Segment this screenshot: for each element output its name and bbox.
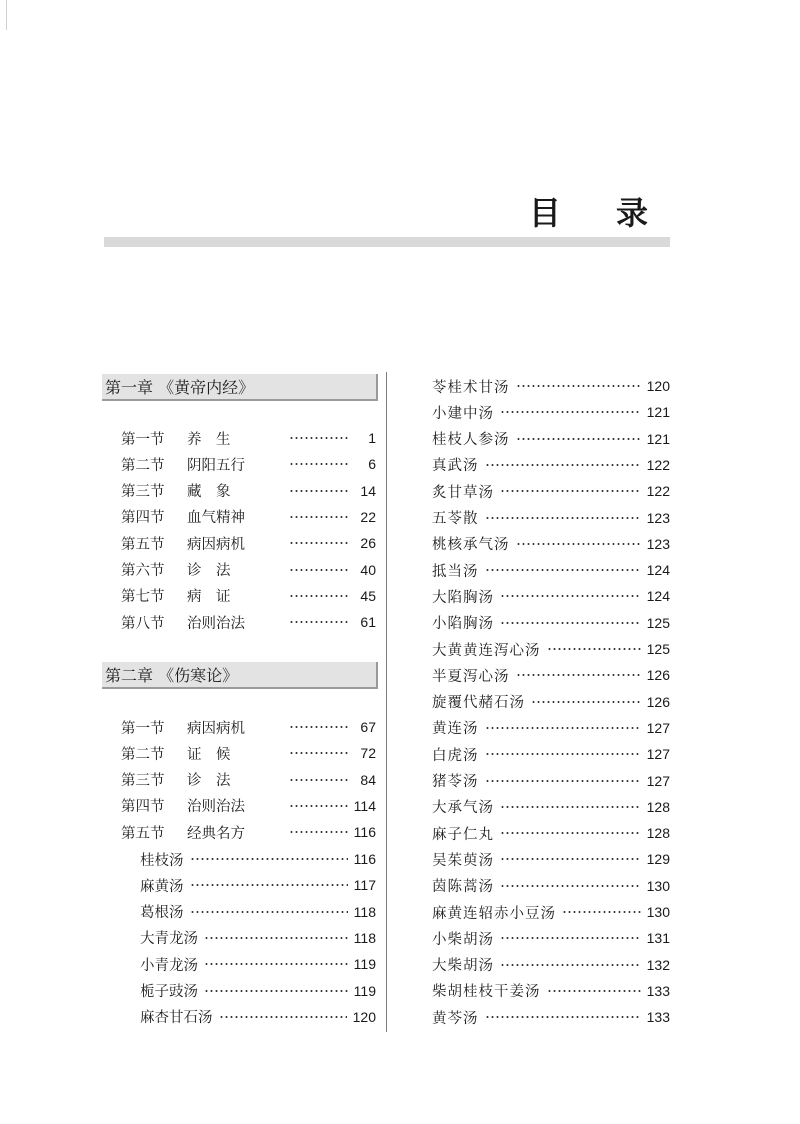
- toc-entry[interactable]: [432, 480, 670, 502]
- section-number: 第一节: [121, 720, 165, 737]
- dot-leader: [190, 858, 348, 860]
- page-number: 122: [646, 456, 670, 473]
- section-title: 诊 法: [187, 773, 231, 790]
- page-number: 133: [646, 982, 670, 999]
- page-number: 126: [646, 667, 670, 684]
- section-title: 病 证: [187, 589, 231, 606]
- toc-entry[interactable]: [432, 691, 670, 713]
- toc-entry-label: [121, 533, 283, 554]
- toc-entry[interactable]: [432, 954, 670, 976]
- dot-leader: [289, 752, 348, 754]
- chapter-2-heading[interactable]: 第二章 《伤寒论》: [102, 662, 378, 689]
- dot-leader: [531, 701, 641, 703]
- dot-leader: [289, 490, 348, 492]
- page-number: 72: [360, 745, 376, 762]
- section-number: 第六节: [121, 563, 165, 579]
- toc-entry-label: 桂枝人参汤: [432, 432, 510, 449]
- toc-entry[interactable]: [121, 480, 376, 502]
- dot-leader: [562, 911, 641, 913]
- page-number: 121: [646, 430, 670, 447]
- toc-entry[interactable]: [432, 638, 670, 660]
- toc-entry-label: [121, 717, 283, 738]
- page-number: 122: [646, 483, 670, 500]
- toc-entry-label: 葛根汤: [140, 905, 184, 922]
- page-number: 125: [646, 641, 670, 657]
- page-number: 127: [646, 772, 670, 789]
- page-number: 130: [646, 877, 670, 894]
- toc-entry-label: 炙甘草汤: [432, 484, 494, 501]
- section-title: 养 生: [187, 431, 231, 448]
- page-number: 67: [360, 719, 376, 735]
- toc-entry-label: 小陷胸汤: [432, 616, 494, 633]
- toc-entry[interactable]: [432, 375, 670, 397]
- dot-leader: [219, 1016, 347, 1018]
- toc-entry-label: [121, 480, 283, 501]
- toc-entry[interactable]: [432, 875, 670, 897]
- toc-entry-label: 半夏泻心汤: [432, 668, 510, 685]
- page-number: 126: [646, 693, 670, 710]
- toc-entry[interactable]: [121, 427, 376, 449]
- dot-leader: [485, 464, 641, 466]
- dot-leader: [485, 569, 641, 571]
- toc-entry[interactable]: [432, 901, 670, 923]
- chapter-1-heading[interactable]: 第一章 《黄帝内经》: [102, 374, 378, 401]
- toc-entry[interactable]: [121, 795, 376, 817]
- dot-leader: [204, 937, 348, 939]
- dot-leader: [289, 621, 348, 623]
- dot-leader: [516, 674, 641, 676]
- toc-entry-label: [121, 559, 283, 580]
- toc-entry[interactable]: [140, 901, 376, 923]
- toc-entry[interactable]: [432, 454, 670, 476]
- page-number: 26: [360, 535, 376, 552]
- toc-entry[interactable]: [140, 848, 376, 870]
- section-number: 第七节: [121, 589, 165, 606]
- toc-entry[interactable]: [432, 980, 670, 1002]
- toc-entry[interactable]: [432, 1006, 670, 1028]
- page-number: 120: [352, 1008, 376, 1025]
- dot-leader: [204, 963, 348, 965]
- toc-entry-label: [121, 769, 283, 790]
- page-number: 45: [360, 587, 376, 604]
- toc-entry-label: 柴胡桂枝干姜汤: [432, 984, 541, 1001]
- toc-entry[interactable]: [432, 743, 670, 765]
- toc-entry[interactable]: [432, 664, 670, 686]
- toc-entry-label: 小建中汤: [432, 405, 494, 422]
- page-number: 117: [353, 877, 376, 894]
- toc-entry[interactable]: [432, 848, 670, 870]
- toc-entry[interactable]: [121, 769, 376, 791]
- dot-leader: [485, 780, 641, 782]
- page-number: 129: [646, 851, 670, 868]
- page-number: 130: [646, 904, 670, 920]
- toc-entry-label: [121, 454, 283, 475]
- toc-entry-label: [121, 506, 283, 527]
- toc-entry[interactable]: [432, 717, 670, 739]
- toc-entry[interactable]: [140, 927, 376, 949]
- toc-entry-label: 麻黄连轺赤小豆汤: [432, 905, 556, 922]
- page-number: 116: [353, 824, 376, 841]
- toc-entry[interactable]: [121, 585, 376, 607]
- section-title: 藏 象: [187, 484, 231, 501]
- section-number: 第一节: [121, 431, 165, 448]
- page-number: 40: [360, 561, 376, 578]
- section-title: 治则治法: [187, 799, 245, 816]
- toc-entry-label: 黄连汤: [432, 721, 479, 738]
- dot-leader: [516, 543, 641, 545]
- title-underline-bar: [104, 237, 670, 247]
- dot-leader: [190, 884, 348, 886]
- toc-entry-label: [121, 585, 283, 606]
- toc-entry-label: [121, 612, 283, 633]
- section-number: 第二节: [121, 746, 165, 763]
- dot-leader: [516, 438, 641, 440]
- dot-leader: [289, 437, 348, 439]
- section-title: 病因病机: [187, 720, 245, 737]
- page-number: 121: [646, 404, 670, 421]
- toc-entry[interactable]: [140, 953, 376, 975]
- page-title: 目 录: [528, 194, 670, 232]
- toc-entry[interactable]: [432, 585, 670, 607]
- dot-leader: [547, 990, 641, 992]
- section-number: 第三节: [121, 484, 165, 501]
- toc-entry[interactable]: [432, 507, 670, 529]
- dot-leader: [289, 463, 348, 465]
- toc-entry-label: 黄芩汤: [432, 1010, 479, 1027]
- toc-entry-label: 麻黄汤: [140, 878, 184, 895]
- dot-leader: [500, 964, 641, 966]
- toc-entry[interactable]: [432, 533, 670, 555]
- toc-entry-label: 旋覆代赭石汤: [432, 695, 525, 712]
- toc-entry-label: 小柴胡汤: [432, 931, 494, 948]
- column-divider: [386, 372, 387, 1032]
- toc-entry-label: 五苓散: [432, 511, 479, 527]
- toc-entry[interactable]: [432, 612, 670, 634]
- page-number: 120: [646, 378, 670, 394]
- dot-leader: [485, 753, 641, 755]
- dot-leader: [289, 595, 348, 597]
- page-number: 118: [353, 903, 376, 920]
- page-number: 118: [353, 929, 376, 946]
- dot-leader: [547, 648, 641, 650]
- toc-entry-label: 苓桂术甘汤: [432, 379, 510, 396]
- dot-leader: [500, 832, 641, 834]
- section-number: 第四节: [121, 510, 165, 527]
- page-number: 84: [360, 771, 376, 788]
- page-number: 128: [646, 798, 670, 815]
- toc-entry[interactable]: [140, 980, 376, 1002]
- toc-entry-label: 真武汤: [432, 458, 479, 475]
- toc-entry-label: 吴茱萸汤: [432, 852, 494, 869]
- toc-entry-label: 茵陈蒿汤: [432, 879, 494, 896]
- section-title: 证 候: [187, 746, 231, 763]
- page-number: 1: [368, 430, 376, 446]
- dot-leader: [289, 779, 348, 781]
- page-number: 14: [360, 482, 376, 499]
- dot-leader: [500, 595, 641, 597]
- toc-entry-label: 麻杏甘石汤: [140, 1010, 213, 1027]
- toc-entry-label: [121, 428, 283, 449]
- section-title: 治则治法: [187, 615, 245, 632]
- section-title: 经典名方: [187, 825, 245, 842]
- dot-leader: [485, 727, 641, 729]
- dot-leader: [289, 569, 348, 571]
- toc-entry[interactable]: [140, 874, 376, 896]
- dot-leader: [500, 622, 641, 624]
- section-title: 血气精神: [187, 510, 245, 527]
- toc-entry-label: 麻子仁丸: [432, 826, 494, 843]
- section-number: 第八节: [121, 615, 165, 632]
- toc-entry[interactable]: [432, 927, 670, 949]
- toc-entry[interactable]: [121, 506, 376, 528]
- toc-entry[interactable]: [432, 770, 670, 792]
- dot-leader: [500, 806, 641, 808]
- page-number: 124: [646, 562, 670, 579]
- dot-leader: [289, 831, 348, 833]
- page-number: 127: [646, 746, 670, 763]
- dot-leader: [500, 490, 641, 492]
- dot-leader: [485, 517, 641, 519]
- toc-entry-label: 栀子豉汤: [140, 984, 198, 1000]
- toc-entry[interactable]: [121, 453, 376, 475]
- toc-entry-label: 大黄黄连泻心汤: [432, 642, 541, 659]
- toc-entry-label: 大承气汤: [432, 800, 494, 817]
- page-number: 124: [646, 588, 670, 605]
- page-number: 6: [368, 456, 376, 473]
- dot-leader: [289, 726, 348, 728]
- toc-entry[interactable]: [121, 532, 376, 554]
- dot-leader: [500, 885, 641, 887]
- section-number: 第五节: [121, 825, 165, 842]
- toc-entry[interactable]: [140, 1006, 376, 1028]
- toc-entry[interactable]: [121, 611, 376, 633]
- section-title: 诊 法: [187, 563, 231, 579]
- page-number: 116: [353, 851, 376, 867]
- page-number: 123: [646, 535, 670, 552]
- dot-leader: [500, 937, 641, 939]
- dot-leader: [190, 911, 348, 913]
- toc-entry-label: 大柴胡汤: [432, 958, 494, 975]
- dot-leader: [289, 542, 348, 544]
- section-title: 阴阳五行: [187, 457, 245, 474]
- section-number: 第三节: [121, 773, 165, 790]
- toc-entry-label: 猪苓汤: [432, 774, 479, 790]
- page-number: 61: [360, 614, 376, 631]
- page-number: 128: [646, 825, 670, 842]
- section-number: 第二节: [121, 457, 165, 474]
- toc-entry-label: 桂枝汤: [140, 852, 184, 869]
- dot-leader: [516, 385, 641, 387]
- toc-entry-label: 大陷胸汤: [432, 589, 494, 606]
- toc-entry[interactable]: [432, 428, 670, 450]
- toc-entry-label: [121, 795, 283, 816]
- page-number: 131: [646, 930, 670, 947]
- page-number: 114: [353, 797, 376, 814]
- page-number: 119: [353, 956, 376, 973]
- toc-entry[interactable]: [121, 742, 376, 764]
- dot-leader: [289, 805, 348, 807]
- section-number: 第五节: [121, 536, 165, 553]
- toc-entry-label: 桃核承气汤: [432, 537, 510, 554]
- page-edge-line: [6, 0, 7, 30]
- dot-leader: [289, 516, 348, 518]
- page-number: 123: [646, 509, 670, 526]
- toc-entry[interactable]: [432, 822, 670, 844]
- dot-leader: [485, 1016, 641, 1018]
- toc-entry-label: 小青龙汤: [140, 957, 198, 974]
- dot-leader: [204, 990, 348, 992]
- toc-entry-label: 抵当汤: [432, 563, 479, 580]
- toc-entry[interactable]: [432, 559, 670, 581]
- dot-leader: [500, 858, 641, 860]
- section-number: 第四节: [121, 799, 165, 816]
- page-number: 132: [646, 956, 670, 973]
- toc-entry[interactable]: [121, 821, 376, 843]
- dot-leader: [500, 411, 641, 413]
- toc-entry[interactable]: [432, 796, 670, 818]
- page-number: 22: [360, 508, 376, 525]
- toc-entry[interactable]: [121, 716, 376, 738]
- toc-entry-label: 白虎汤: [432, 747, 479, 764]
- toc-entry[interactable]: [432, 401, 670, 423]
- page-number: 127: [646, 719, 670, 736]
- page-number: 133: [646, 1009, 670, 1026]
- toc-entry[interactable]: [121, 559, 376, 581]
- page-number: 125: [646, 614, 670, 631]
- toc-entry-label: [121, 822, 283, 843]
- section-title: 病因病机: [187, 536, 245, 553]
- toc-entry-label: 大青龙汤: [140, 931, 198, 948]
- page-number: 119: [353, 982, 376, 999]
- toc-entry-label: [121, 743, 283, 764]
